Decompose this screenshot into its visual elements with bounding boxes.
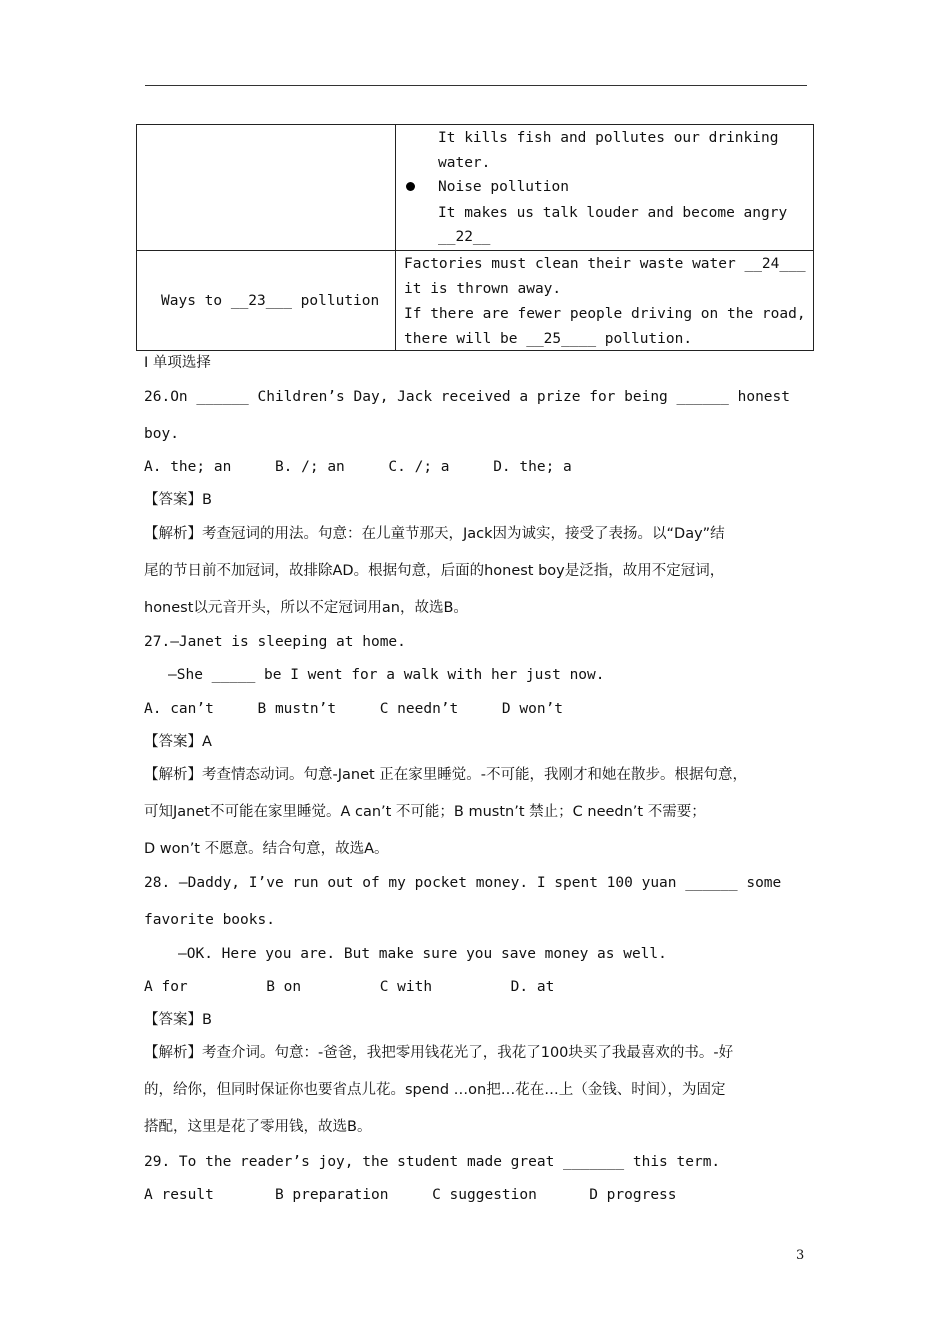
table-cell-ways-detail [396,251,814,351]
pollution-table [136,124,814,351]
question-27-answer: 【答案】A [144,734,212,750]
table-cell-ways [137,251,396,351]
question-26-options: A. the; an B. /; an C. /; a D. the; a [144,459,572,475]
table-cell-empty [137,125,396,251]
question-28-answer: 【答案】B [144,1012,212,1028]
question-26-explanation: 尾的节日前不加冠词，故排除AD。根据句意，后面的honest boy是泛指，故用不定冠词， [144,563,725,579]
question-29-options: A result B preparation C suggestion D progress [144,1187,677,1203]
question-28-stem-cont: favorite books. [144,912,275,928]
table-text: there will be __25____ pollution. [404,331,693,347]
table-text: Ways to __23___ pollution [161,293,380,309]
question-28-explanation: 搭配，这里是花了零用钱，故选B。 [144,1119,372,1135]
section-title: I 单项选择 [144,355,211,371]
page-number: 3 [796,1248,805,1263]
question-27-options: A. can’t B mustn’t C needn’t D won’t [144,701,564,717]
header-rule [145,85,807,86]
question-28-explanation: 的，给你，但同时保证你也要省点儿花。spend …on把…花在…上（金钱、时间），为固定 [144,1082,726,1098]
question-27-stem: 27.—Janet is sleeping at home. [144,634,406,650]
table-text: Noise pollution [438,179,569,195]
question-26-explanation: 【解析】考查冠词的用法。句意：在儿童节那天，Jack因为诚实，接受了表扬。以“Day”结 [144,526,725,542]
question-27-stem-cont: —She _____ be I went for a walk with her just now. [168,667,605,683]
table-text: it is thrown away. [404,281,562,297]
question-27-explanation: D won’t 不愿意。结合句意，故选A。 [144,841,389,857]
blank-22: __22__ [438,229,491,245]
table-text: water. [438,155,491,171]
bullet-icon [406,182,415,191]
table-text: If there are fewer people driving on the road, [404,306,806,322]
question-26-stem: 26.On ______ Children’s Day, Jack received a prize for being ______ honest [144,389,791,405]
question-28-explanation: 【解析】考查介词。句意：-爸爸，我把零用钱花光了，我花了100块买了我最喜欢的书。-好 [144,1045,734,1061]
table-text: It makes us talk louder and become angry [438,205,788,221]
question-26-answer: 【答案】B [144,492,212,508]
table-cell-effects [396,125,814,251]
table-text: It kills fish and pollutes our drinking [438,130,779,146]
question-26-stem-cont: boy. [144,426,179,442]
question-28-reply: —OK. Here you are. But make sure you save money as well. [178,946,667,962]
table-text: Factories must clean their waste water __24___ [404,256,806,272]
question-27-explanation: 可知Janet不可能在家里睡觉。A can’t 不可能；B mustn’t 禁止；C needn’t 不需要； [144,804,706,820]
question-26-explanation: honest以元音开头，所以不定冠词用an，故选B。 [144,600,468,616]
question-29-stem: 29. To the reader’s joy, the student made great _______ this term. [144,1154,721,1170]
question-27-explanation: 【解析】考查情态动词。句意-Janet 正在家里睡觉。-不可能，我刚才和她在散步。根据句意， [144,767,748,783]
question-28-stem: 28. —Daddy, I’ve run out of my pocket money. I spent 100 yuan ______ some [144,875,782,891]
question-28-options: A for B on C with D. at [144,979,555,995]
